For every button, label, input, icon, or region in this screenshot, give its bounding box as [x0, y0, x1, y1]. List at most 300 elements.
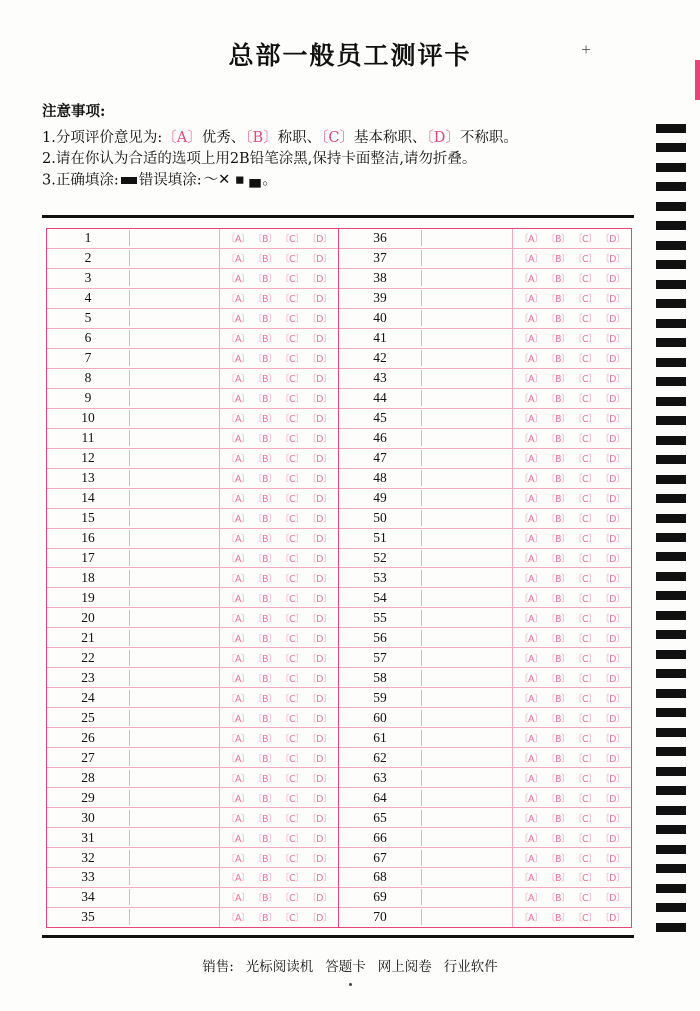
answer-row[interactable]: [47, 549, 338, 569]
answer-row[interactable]: [339, 588, 631, 608]
answer-bubble-c[interactable]: 〔C〕: [573, 833, 598, 845]
answer-bubble-d[interactable]: 〔D〕: [307, 534, 332, 546]
answer-bubble-b[interactable]: 〔B〕: [253, 534, 278, 546]
answer-row[interactable]: [339, 848, 631, 868]
answer-bubble-d[interactable]: 〔D〕: [307, 474, 332, 486]
answer-bubble-b[interactable]: 〔B〕: [253, 314, 278, 326]
answer-bubble-b[interactable]: 〔B〕: [253, 613, 278, 625]
answer-row[interactable]: [339, 828, 631, 848]
answer-bubble-b[interactable]: 〔B〕: [546, 613, 571, 625]
answer-row[interactable]: [339, 568, 631, 588]
answer-bubble-c[interactable]: 〔C〕: [280, 593, 305, 605]
answer-bubble-a[interactable]: 〔A〕: [226, 553, 250, 565]
answer-row[interactable]: [339, 549, 631, 569]
answer-bubble-c[interactable]: 〔C〕: [573, 613, 598, 625]
answer-bubble-d[interactable]: 〔D〕: [307, 294, 332, 306]
answer-bubble-b[interactable]: 〔B〕: [546, 893, 571, 905]
answer-row[interactable]: [47, 888, 338, 908]
answer-bubble-c[interactable]: 〔C〕: [280, 434, 305, 446]
answer-row[interactable]: [47, 588, 338, 608]
answer-bubble-d[interactable]: 〔D〕: [307, 793, 332, 805]
answer-row[interactable]: [339, 668, 631, 688]
answer-bubble-c[interactable]: 〔C〕: [573, 494, 598, 506]
answer-bubble-a[interactable]: 〔A〕: [226, 534, 250, 546]
answer-bubble-a[interactable]: 〔A〕: [226, 813, 250, 825]
answer-bubble-b[interactable]: 〔B〕: [253, 913, 278, 925]
answer-bubble-a[interactable]: 〔A〕: [519, 573, 543, 585]
answer-bubble-a[interactable]: 〔A〕: [226, 773, 250, 785]
answer-bubble-d[interactable]: 〔D〕: [307, 693, 332, 705]
answer-bubble-a[interactable]: 〔A〕: [226, 294, 250, 306]
answer-bubble-c[interactable]: 〔C〕: [573, 673, 598, 685]
answer-bubble-a[interactable]: 〔A〕: [226, 434, 250, 446]
answer-bubble-c[interactable]: 〔C〕: [280, 414, 305, 426]
answer-bubble-a[interactable]: 〔A〕: [519, 673, 543, 685]
answer-row[interactable]: [47, 269, 338, 289]
answer-bubble-d[interactable]: 〔D〕: [600, 434, 625, 446]
answer-bubble-c[interactable]: 〔C〕: [280, 234, 305, 246]
answer-bubble-b[interactable]: 〔B〕: [546, 853, 571, 865]
answer-bubble-d[interactable]: 〔D〕: [307, 673, 332, 685]
answer-bubble-b[interactable]: 〔B〕: [546, 673, 571, 685]
answer-bubble-a[interactable]: 〔A〕: [519, 833, 543, 845]
answer-row[interactable]: [339, 269, 631, 289]
answer-bubble-d[interactable]: 〔D〕: [600, 653, 625, 665]
answer-row[interactable]: [47, 349, 338, 369]
answer-bubble-a[interactable]: 〔A〕: [226, 913, 250, 925]
answer-bubble-c[interactable]: 〔C〕: [280, 534, 305, 546]
answer-bubble-b[interactable]: 〔B〕: [253, 374, 278, 386]
answer-bubble-b[interactable]: 〔B〕: [546, 274, 571, 286]
answer-bubble-a[interactable]: 〔A〕: [519, 334, 543, 346]
answer-row[interactable]: [339, 489, 631, 509]
answer-bubble-a[interactable]: 〔A〕: [519, 474, 543, 486]
answer-bubble-d[interactable]: 〔D〕: [600, 913, 625, 925]
answer-row[interactable]: [339, 728, 631, 748]
answer-bubble-c[interactable]: 〔C〕: [573, 374, 598, 386]
answer-bubble-a[interactable]: 〔A〕: [519, 234, 543, 246]
answer-bubble-d[interactable]: 〔D〕: [307, 713, 332, 725]
answer-row[interactable]: [339, 389, 631, 409]
answer-bubble-c[interactable]: 〔C〕: [573, 514, 598, 526]
answer-row[interactable]: [339, 469, 631, 489]
answer-bubble-c[interactable]: 〔C〕: [280, 334, 305, 346]
answer-bubble-d[interactable]: 〔D〕: [600, 593, 625, 605]
answer-bubble-b[interactable]: 〔B〕: [546, 813, 571, 825]
answer-bubble-a[interactable]: 〔A〕: [226, 713, 250, 725]
answer-bubble-a[interactable]: 〔A〕: [519, 773, 543, 785]
answer-bubble-c[interactable]: 〔C〕: [573, 633, 598, 645]
answer-bubble-d[interactable]: 〔D〕: [600, 833, 625, 845]
answer-bubble-b[interactable]: 〔B〕: [546, 414, 571, 426]
answer-row[interactable]: [47, 568, 338, 588]
answer-bubble-d[interactable]: 〔D〕: [307, 434, 332, 446]
answer-bubble-c[interactable]: 〔C〕: [280, 753, 305, 765]
answer-bubble-b[interactable]: 〔B〕: [253, 394, 278, 406]
answer-bubble-b[interactable]: 〔B〕: [253, 793, 278, 805]
answer-bubble-d[interactable]: 〔D〕: [600, 414, 625, 426]
answer-row[interactable]: [47, 668, 338, 688]
answer-bubble-b[interactable]: 〔B〕: [253, 454, 278, 466]
answer-bubble-d[interactable]: 〔D〕: [600, 394, 625, 406]
answer-row[interactable]: [47, 489, 338, 509]
answer-row[interactable]: [47, 708, 338, 728]
answer-bubble-d[interactable]: 〔D〕: [600, 613, 625, 625]
answer-row[interactable]: [47, 469, 338, 489]
answer-bubble-b[interactable]: 〔B〕: [546, 573, 571, 585]
answer-bubble-a[interactable]: 〔A〕: [226, 853, 250, 865]
answer-bubble-c[interactable]: 〔C〕: [280, 653, 305, 665]
answer-bubble-a[interactable]: 〔A〕: [519, 713, 543, 725]
answer-bubble-d[interactable]: 〔D〕: [307, 553, 332, 565]
answer-bubble-c[interactable]: 〔C〕: [573, 553, 598, 565]
answer-row[interactable]: [47, 389, 338, 409]
answer-bubble-c[interactable]: 〔C〕: [573, 733, 598, 745]
answer-bubble-d[interactable]: 〔D〕: [307, 414, 332, 426]
answer-bubble-b[interactable]: 〔B〕: [546, 733, 571, 745]
answer-bubble-c[interactable]: 〔C〕: [280, 893, 305, 905]
answer-bubble-c[interactable]: 〔C〕: [280, 254, 305, 266]
answer-bubble-d[interactable]: 〔D〕: [307, 873, 332, 885]
answer-bubble-a[interactable]: 〔A〕: [226, 753, 250, 765]
answer-row[interactable]: [47, 868, 338, 888]
answer-bubble-b[interactable]: 〔B〕: [253, 653, 278, 665]
answer-bubble-d[interactable]: 〔D〕: [307, 394, 332, 406]
answer-bubble-b[interactable]: 〔B〕: [546, 474, 571, 486]
answer-row[interactable]: [47, 329, 338, 349]
answer-bubble-c[interactable]: 〔C〕: [280, 733, 305, 745]
answer-bubble-a[interactable]: 〔A〕: [519, 254, 543, 266]
answer-bubble-a[interactable]: 〔A〕: [519, 633, 543, 645]
answer-bubble-c[interactable]: 〔C〕: [280, 294, 305, 306]
answer-bubble-a[interactable]: 〔A〕: [226, 833, 250, 845]
answer-bubble-c[interactable]: 〔C〕: [280, 773, 305, 785]
answer-bubble-d[interactable]: 〔D〕: [307, 733, 332, 745]
answer-row[interactable]: [47, 409, 338, 429]
answer-bubble-d[interactable]: 〔D〕: [307, 613, 332, 625]
answer-bubble-a[interactable]: 〔A〕: [226, 573, 250, 585]
answer-bubble-b[interactable]: 〔B〕: [546, 773, 571, 785]
answer-bubble-a[interactable]: 〔A〕: [519, 534, 543, 546]
answer-bubble-c[interactable]: 〔C〕: [280, 274, 305, 286]
answer-bubble-b[interactable]: 〔B〕: [546, 434, 571, 446]
answer-bubble-b[interactable]: 〔B〕: [546, 314, 571, 326]
answer-bubble-d[interactable]: 〔D〕: [600, 454, 625, 466]
answer-bubble-d[interactable]: 〔D〕: [307, 893, 332, 905]
answer-row[interactable]: [339, 289, 631, 309]
answer-bubble-c[interactable]: 〔C〕: [280, 673, 305, 685]
answer-bubble-c[interactable]: 〔C〕: [573, 274, 598, 286]
answer-bubble-b[interactable]: 〔B〕: [546, 913, 571, 925]
answer-row[interactable]: [339, 409, 631, 429]
answer-bubble-b[interactable]: 〔B〕: [253, 893, 278, 905]
answer-bubble-c[interactable]: 〔C〕: [573, 334, 598, 346]
answer-bubble-c[interactable]: 〔C〕: [573, 314, 598, 326]
answer-bubble-c[interactable]: 〔C〕: [280, 454, 305, 466]
answer-bubble-a[interactable]: 〔A〕: [226, 494, 250, 506]
answer-bubble-d[interactable]: 〔D〕: [600, 474, 625, 486]
answer-bubble-c[interactable]: 〔C〕: [573, 653, 598, 665]
answer-bubble-d[interactable]: 〔D〕: [600, 733, 625, 745]
answer-bubble-d[interactable]: 〔D〕: [307, 494, 332, 506]
answer-bubble-b[interactable]: 〔B〕: [253, 334, 278, 346]
answer-bubble-a[interactable]: 〔A〕: [519, 913, 543, 925]
answer-bubble-c[interactable]: 〔C〕: [280, 474, 305, 486]
answer-bubble-d[interactable]: 〔D〕: [600, 573, 625, 585]
answer-bubble-c[interactable]: 〔C〕: [280, 613, 305, 625]
answer-bubble-b[interactable]: 〔B〕: [253, 254, 278, 266]
answer-row[interactable]: [47, 728, 338, 748]
answer-bubble-d[interactable]: 〔D〕: [600, 254, 625, 266]
answer-bubble-b[interactable]: 〔B〕: [546, 713, 571, 725]
answer-bubble-a[interactable]: 〔A〕: [226, 414, 250, 426]
answer-bubble-c[interactable]: 〔C〕: [573, 693, 598, 705]
answer-bubble-a[interactable]: 〔A〕: [226, 474, 250, 486]
answer-row[interactable]: [47, 429, 338, 449]
answer-bubble-d[interactable]: 〔D〕: [600, 374, 625, 386]
answer-bubble-b[interactable]: 〔B〕: [546, 833, 571, 845]
answer-bubble-a[interactable]: 〔A〕: [226, 374, 250, 386]
answer-bubble-b[interactable]: 〔B〕: [546, 514, 571, 526]
answer-bubble-a[interactable]: 〔A〕: [519, 394, 543, 406]
answer-bubble-a[interactable]: 〔A〕: [519, 853, 543, 865]
answer-bubble-d[interactable]: 〔D〕: [600, 713, 625, 725]
answer-bubble-c[interactable]: 〔C〕: [280, 514, 305, 526]
answer-bubble-c[interactable]: 〔C〕: [573, 753, 598, 765]
answer-bubble-b[interactable]: 〔B〕: [253, 294, 278, 306]
answer-bubble-c[interactable]: 〔C〕: [573, 394, 598, 406]
answer-bubble-c[interactable]: 〔C〕: [280, 573, 305, 585]
answer-bubble-a[interactable]: 〔A〕: [226, 234, 250, 246]
answer-bubble-c[interactable]: 〔C〕: [573, 434, 598, 446]
answer-bubble-c[interactable]: 〔C〕: [573, 474, 598, 486]
answer-bubble-b[interactable]: 〔B〕: [253, 633, 278, 645]
answer-row[interactable]: [339, 229, 631, 249]
answer-bubble-c[interactable]: 〔C〕: [280, 853, 305, 865]
answer-bubble-c[interactable]: 〔C〕: [280, 553, 305, 565]
answer-row[interactable]: [47, 509, 338, 529]
answer-row[interactable]: [47, 748, 338, 768]
answer-bubble-a[interactable]: 〔A〕: [519, 653, 543, 665]
answer-bubble-a[interactable]: 〔A〕: [519, 314, 543, 326]
answer-bubble-b[interactable]: 〔B〕: [546, 294, 571, 306]
answer-bubble-b[interactable]: 〔B〕: [546, 494, 571, 506]
answer-bubble-b[interactable]: 〔B〕: [253, 733, 278, 745]
answer-bubble-d[interactable]: 〔D〕: [600, 753, 625, 765]
answer-bubble-d[interactable]: 〔D〕: [307, 653, 332, 665]
answer-bubble-b[interactable]: 〔B〕: [253, 414, 278, 426]
answer-bubble-a[interactable]: 〔A〕: [226, 394, 250, 406]
answer-bubble-a[interactable]: 〔A〕: [226, 314, 250, 326]
answer-row[interactable]: [339, 369, 631, 389]
answer-row[interactable]: [47, 309, 338, 329]
answer-bubble-a[interactable]: 〔A〕: [226, 693, 250, 705]
answer-bubble-d[interactable]: 〔D〕: [307, 773, 332, 785]
answer-bubble-a[interactable]: 〔A〕: [226, 653, 250, 665]
answer-bubble-a[interactable]: 〔A〕: [519, 893, 543, 905]
answer-row[interactable]: [47, 529, 338, 549]
answer-bubble-a[interactable]: 〔A〕: [519, 494, 543, 506]
answer-bubble-c[interactable]: 〔C〕: [280, 813, 305, 825]
answer-bubble-c[interactable]: 〔C〕: [573, 793, 598, 805]
answer-bubble-a[interactable]: 〔A〕: [226, 274, 250, 286]
answer-bubble-b[interactable]: 〔B〕: [546, 653, 571, 665]
answer-bubble-c[interactable]: 〔C〕: [280, 394, 305, 406]
answer-bubble-b[interactable]: 〔B〕: [253, 713, 278, 725]
answer-bubble-c[interactable]: 〔C〕: [280, 633, 305, 645]
answer-bubble-d[interactable]: 〔D〕: [600, 813, 625, 825]
answer-bubble-a[interactable]: 〔A〕: [519, 434, 543, 446]
answer-bubble-c[interactable]: 〔C〕: [280, 913, 305, 925]
answer-bubble-d[interactable]: 〔D〕: [307, 454, 332, 466]
answer-bubble-b[interactable]: 〔B〕: [253, 753, 278, 765]
answer-bubble-b[interactable]: 〔B〕: [546, 534, 571, 546]
answer-row[interactable]: [47, 608, 338, 628]
answer-bubble-a[interactable]: 〔A〕: [519, 613, 543, 625]
answer-bubble-d[interactable]: 〔D〕: [600, 494, 625, 506]
answer-row[interactable]: [47, 229, 338, 249]
answer-row[interactable]: [339, 349, 631, 369]
answer-bubble-b[interactable]: 〔B〕: [253, 274, 278, 286]
answer-bubble-d[interactable]: 〔D〕: [600, 553, 625, 565]
answer-bubble-a[interactable]: 〔A〕: [226, 793, 250, 805]
answer-bubble-d[interactable]: 〔D〕: [600, 693, 625, 705]
answer-row[interactable]: [339, 768, 631, 788]
answer-bubble-b[interactable]: 〔B〕: [253, 474, 278, 486]
answer-row[interactable]: [339, 648, 631, 668]
answer-bubble-d[interactable]: 〔D〕: [600, 673, 625, 685]
answer-bubble-d[interactable]: 〔D〕: [600, 633, 625, 645]
answer-bubble-d[interactable]: 〔D〕: [307, 274, 332, 286]
answer-bubble-b[interactable]: 〔B〕: [546, 793, 571, 805]
answer-bubble-b[interactable]: 〔B〕: [253, 234, 278, 246]
answer-bubble-b[interactable]: 〔B〕: [253, 593, 278, 605]
answer-bubble-b[interactable]: 〔B〕: [253, 813, 278, 825]
answer-bubble-d[interactable]: 〔D〕: [600, 534, 625, 546]
answer-bubble-b[interactable]: 〔B〕: [253, 833, 278, 845]
answer-bubble-c[interactable]: 〔C〕: [573, 534, 598, 546]
answer-bubble-b[interactable]: 〔B〕: [546, 593, 571, 605]
answer-bubble-b[interactable]: 〔B〕: [546, 633, 571, 645]
answer-bubble-d[interactable]: 〔D〕: [307, 913, 332, 925]
answer-bubble-c[interactable]: 〔C〕: [573, 593, 598, 605]
answer-bubble-d[interactable]: 〔D〕: [307, 314, 332, 326]
answer-bubble-d[interactable]: 〔D〕: [600, 873, 625, 885]
answer-row[interactable]: [339, 908, 631, 927]
answer-row[interactable]: [339, 429, 631, 449]
answer-bubble-b[interactable]: 〔B〕: [546, 553, 571, 565]
answer-row[interactable]: [339, 708, 631, 728]
answer-row[interactable]: [47, 648, 338, 668]
answer-bubble-d[interactable]: 〔D〕: [600, 773, 625, 785]
answer-bubble-d[interactable]: 〔D〕: [307, 813, 332, 825]
answer-bubble-c[interactable]: 〔C〕: [573, 234, 598, 246]
answer-row[interactable]: [47, 249, 338, 269]
answer-bubble-c[interactable]: 〔C〕: [573, 813, 598, 825]
answer-bubble-a[interactable]: 〔A〕: [519, 274, 543, 286]
answer-bubble-d[interactable]: 〔D〕: [307, 573, 332, 585]
answer-bubble-a[interactable]: 〔A〕: [519, 733, 543, 745]
answer-bubble-c[interactable]: 〔C〕: [573, 713, 598, 725]
answer-bubble-d[interactable]: 〔D〕: [600, 234, 625, 246]
answer-bubble-b[interactable]: 〔B〕: [253, 494, 278, 506]
answer-bubble-c[interactable]: 〔C〕: [280, 354, 305, 366]
answer-row[interactable]: [339, 509, 631, 529]
answer-bubble-b[interactable]: 〔B〕: [546, 234, 571, 246]
answer-bubble-c[interactable]: 〔C〕: [280, 713, 305, 725]
answer-bubble-c[interactable]: 〔C〕: [573, 414, 598, 426]
answer-bubble-a[interactable]: 〔A〕: [226, 733, 250, 745]
answer-bubble-a[interactable]: 〔A〕: [519, 294, 543, 306]
answer-row[interactable]: [339, 748, 631, 768]
answer-bubble-a[interactable]: 〔A〕: [519, 354, 543, 366]
answer-bubble-b[interactable]: 〔B〕: [546, 454, 571, 466]
answer-bubble-d[interactable]: 〔D〕: [307, 234, 332, 246]
answer-row[interactable]: [47, 628, 338, 648]
answer-bubble-b[interactable]: 〔B〕: [546, 394, 571, 406]
answer-row[interactable]: [339, 788, 631, 808]
answer-bubble-b[interactable]: 〔B〕: [546, 334, 571, 346]
answer-row[interactable]: [47, 289, 338, 309]
answer-bubble-c[interactable]: 〔C〕: [573, 873, 598, 885]
answer-bubble-d[interactable]: 〔D〕: [600, 294, 625, 306]
answer-bubble-c[interactable]: 〔C〕: [573, 913, 598, 925]
answer-bubble-a[interactable]: 〔A〕: [226, 613, 250, 625]
answer-bubble-c[interactable]: 〔C〕: [573, 294, 598, 306]
answer-row[interactable]: [47, 768, 338, 788]
answer-bubble-b[interactable]: 〔B〕: [253, 434, 278, 446]
answer-bubble-b[interactable]: 〔B〕: [253, 873, 278, 885]
answer-bubble-d[interactable]: 〔D〕: [307, 633, 332, 645]
answer-bubble-a[interactable]: 〔A〕: [226, 254, 250, 266]
answer-bubble-a[interactable]: 〔A〕: [519, 374, 543, 386]
answer-row[interactable]: [47, 369, 338, 389]
answer-bubble-c[interactable]: 〔C〕: [280, 833, 305, 845]
answer-bubble-c[interactable]: 〔C〕: [573, 853, 598, 865]
answer-bubble-c[interactable]: 〔C〕: [280, 374, 305, 386]
answer-bubble-c[interactable]: 〔C〕: [573, 354, 598, 366]
answer-bubble-c[interactable]: 〔C〕: [280, 494, 305, 506]
answer-row[interactable]: [339, 608, 631, 628]
answer-bubble-a[interactable]: 〔A〕: [226, 593, 250, 605]
answer-bubble-c[interactable]: 〔C〕: [573, 454, 598, 466]
answer-bubble-b[interactable]: 〔B〕: [546, 374, 571, 386]
answer-bubble-d[interactable]: 〔D〕: [600, 314, 625, 326]
answer-bubble-a[interactable]: 〔A〕: [519, 593, 543, 605]
answer-bubble-d[interactable]: 〔D〕: [307, 354, 332, 366]
answer-bubble-d[interactable]: 〔D〕: [307, 753, 332, 765]
answer-bubble-d[interactable]: 〔D〕: [307, 254, 332, 266]
answer-row[interactable]: [339, 309, 631, 329]
answer-bubble-a[interactable]: 〔A〕: [519, 873, 543, 885]
answer-row[interactable]: [339, 249, 631, 269]
answer-bubble-b[interactable]: 〔B〕: [546, 354, 571, 366]
answer-bubble-a[interactable]: 〔A〕: [226, 354, 250, 366]
answer-row[interactable]: [47, 848, 338, 868]
answer-bubble-a[interactable]: 〔A〕: [226, 514, 250, 526]
answer-bubble-b[interactable]: 〔B〕: [253, 673, 278, 685]
answer-bubble-b[interactable]: 〔B〕: [546, 753, 571, 765]
answer-bubble-b[interactable]: 〔B〕: [546, 873, 571, 885]
answer-row[interactable]: [339, 688, 631, 708]
answer-row[interactable]: [339, 868, 631, 888]
answer-bubble-d[interactable]: 〔D〕: [600, 354, 625, 366]
answer-bubble-b[interactable]: 〔B〕: [546, 693, 571, 705]
answer-row[interactable]: [339, 449, 631, 469]
answer-bubble-a[interactable]: 〔A〕: [519, 514, 543, 526]
answer-row[interactable]: [339, 628, 631, 648]
answer-bubble-c[interactable]: 〔C〕: [573, 893, 598, 905]
